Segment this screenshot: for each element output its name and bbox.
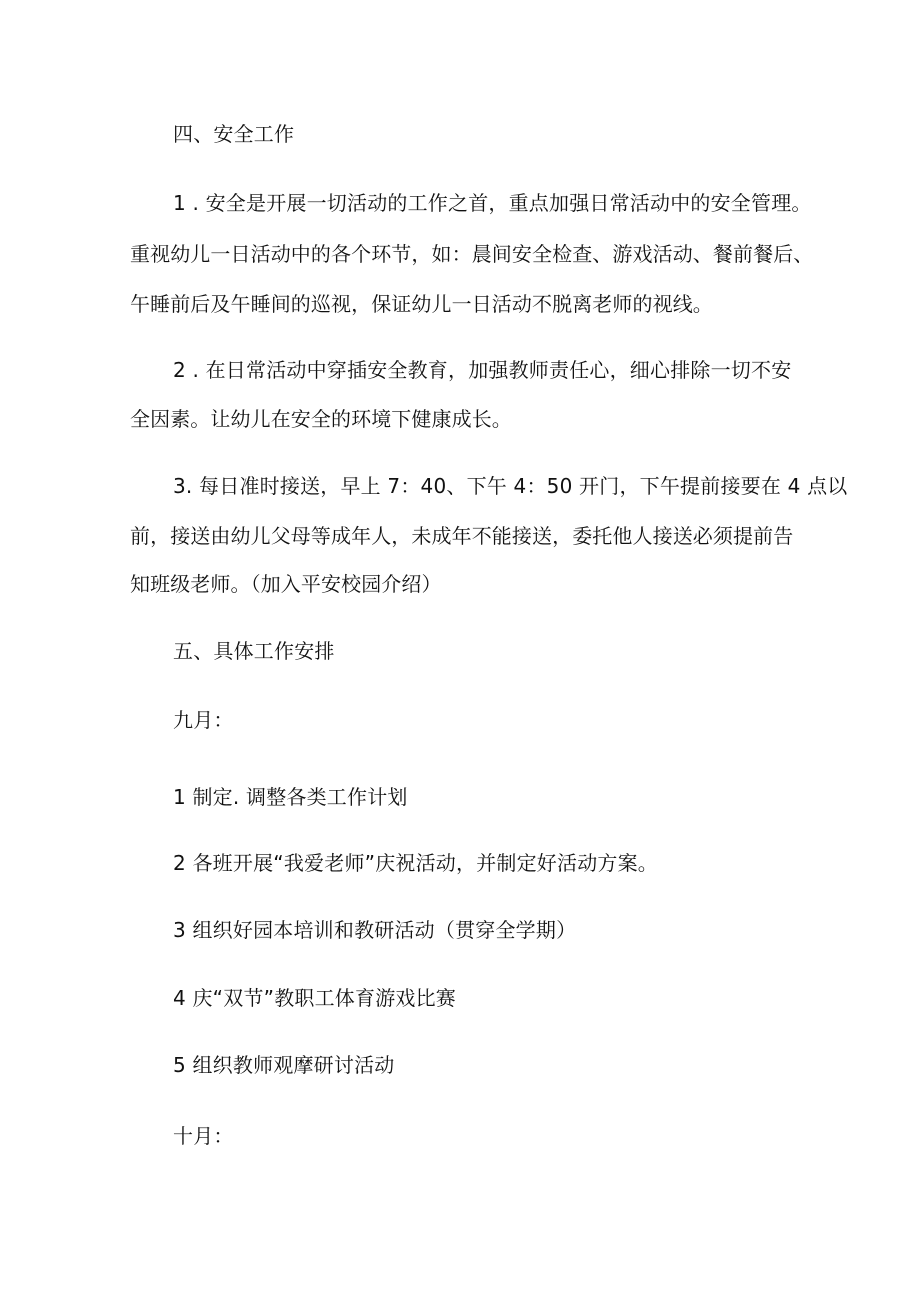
paragraph-line: 前，接送由幼儿父母等成年人，未成年不能接送，委托他人接送必须提前告 bbox=[130, 524, 794, 548]
month-heading-september: 九月： bbox=[173, 708, 234, 732]
list-item: 3 组织好园本培训和教研活动（贯穿全学期） bbox=[173, 918, 577, 942]
paragraph-line: 2 . 在日常活动中穿插安全教育，加强教师责任心，细心排除一切不安 bbox=[173, 358, 792, 382]
section-heading-safety: 四、安全工作 bbox=[173, 122, 295, 146]
list-item: 5 组织教师观摩研讨活动 bbox=[173, 1053, 395, 1077]
month-heading-october: 十月： bbox=[173, 1124, 234, 1148]
section-heading-schedule: 五、具体工作安排 bbox=[173, 639, 335, 663]
paragraph-line: 3. 每日准时接送，早上 7：40、下午 4：50 开门，下午提前接要在 4 点以 bbox=[173, 474, 848, 498]
paragraph-line: 全因素。让幼儿在安全的环境下健康成长。 bbox=[130, 407, 512, 431]
paragraph-line: 知班级老师。（加入平安校园介绍） bbox=[130, 572, 442, 596]
list-item: 4 庆“双节”教职工体育游戏比赛 bbox=[173, 986, 457, 1010]
list-item: 1 制定. 调整各类工作计划 bbox=[173, 785, 408, 809]
list-item: 2 各班开展“我爱老师”庆祝活动，并制定好活动方案。 bbox=[173, 851, 659, 875]
paragraph-line: 重视幼儿一日活动中的各个环节，如：晨间安全检查、游戏活动、餐前餐后、 bbox=[130, 242, 814, 266]
paragraph-line: 1 . 安全是开展一切活动的工作之首，重点加强日常活动中的安全管理。 bbox=[173, 191, 812, 215]
paragraph-line: 午睡前后及午睡间的巡视，保证幼儿一日活动不脱离老师的视线。 bbox=[130, 292, 713, 316]
